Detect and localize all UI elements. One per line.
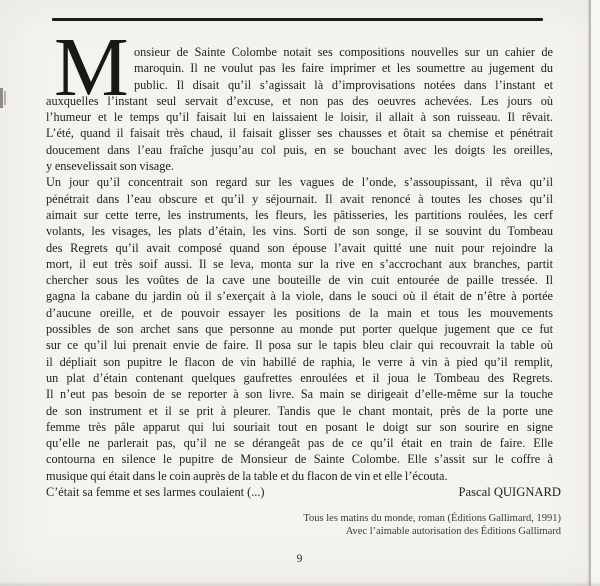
body-text-line: des Regrets qu’il avait composé quand son épouse l’avait quitté une nuit pour rejoindre la (46, 240, 553, 255)
body-text-line: possibles de son archet sans que personne au monde put porter quelque jugement que ce fut (46, 322, 553, 337)
body-text-line: L’été, quand il faisait très chaud, il faisait glisser ses chausses et ôtait sa chemise et pénétrait (46, 126, 553, 141)
body-text-line: volants, les visages, les plats d’étain, les vins. Sorti de son songe, il se souvint du Tombeau (46, 224, 553, 239)
scan-strip-right (591, 0, 600, 586)
body-text-line: l’humeur et le temps qu’il faisait lui en laissaient le loisir, il allait à son ruisseau. Il rêvait. (46, 110, 553, 125)
body-text-line: mort, il eut très soif aussi. Il se leva, monta sur la rive en s’accrochant aux branches, partit (46, 256, 553, 271)
body-text-line: maroquin. Il ne voulut pas les faire imprimer et les soumettre au jugement du (134, 61, 553, 76)
body-text-line: public. Il disait qu’il s’agissait là d’improvisations notées dans l’instant et (134, 77, 553, 92)
body-text-line: contourna en silence le pupitre de Monsieur de Sainte Colombe. Elle s’assit sur le coffre à (46, 452, 553, 467)
scan-edge-bottom (0, 581, 600, 586)
body-text-line: auxquelles l’instant seul servait d’excuse, et non pas des oeuvres achevées. Les jours où (46, 93, 553, 108)
closing-line: C’était sa femme et ses larmes coulaient (...) (46, 485, 265, 500)
closing-row (46, 484, 561, 500)
page-number: 9 (296, 553, 303, 566)
body-text-line: Il n’eut pas besoin de se reporter à son livre. Sa main se dirigeait d’elle-même sur la touche (46, 387, 553, 402)
credits-block (46, 512, 561, 538)
body-text-line: gagna la cabane du jardin où il s’exerçait à la viole, dans le souci où il était de n’être à portée (46, 289, 553, 304)
scan-artifact-left (0, 88, 3, 108)
scan-artifact-left (4, 91, 6, 105)
body-text-line: onsieur de Sainte Colombe notait ses compositions nouvelles sur un cahier de (134, 45, 553, 59)
permission-credit-line: Avec l’aimable autorisation des Éditions Gallimard (345, 526, 561, 538)
author-name: Pascal QUIGNARD (458, 485, 561, 500)
body-text-line: il dépliait son pupitre le flacon de vin habillé de raphia, le verre à vin à pied qu’il remplit, (46, 354, 553, 369)
drop-cap: M (54, 21, 128, 114)
body-text-line: pénétrait dans l’eau obscure et qu’il y séjournait. Il avait renoncé à toutes les choses qu’il (46, 191, 553, 206)
body-text-line: Un jour qu’il concentrait son regard sur les vagues de l’onde, s’assoupissant, il rêva qu’il (46, 175, 553, 190)
body-text-line: doucement dans l’eau fraîche jusqu’au col puis, en se bouchant avec les doigts les oreilles, (46, 142, 553, 157)
body-text-line: chercher sous les voûtes de la cave une bouteille de vin cuit entourée de paille tressée. Il (46, 273, 553, 288)
source-credit-line: Tous les matins du monde, roman (Éditions Gallimard, 1991) (303, 513, 561, 525)
body-text-line: femme très pâle apparut qui lui souriait tout en posant le doigt sur son sourire en signe (46, 419, 553, 434)
text-block (46, 21, 561, 566)
body-text-line: aimait sur cette terre, les instruments, les fleurs, les pâtisseries, les partitions roulées, les cerf (46, 207, 553, 222)
body-text-line: un plat d’étain contenant quelques gaufrettes enroulées et il joua le Tombeau des Regrets. (46, 370, 553, 385)
body-text-line: d’aucune oreille, et de pouvoir essayer les positions de la main et tous les mouvements (46, 305, 553, 320)
body-text-line: qu’elle ne parlerait pas, qu’il ne se dérangeât pas de ce qu’il était en train de faire. Elle (46, 436, 553, 451)
body-text-line: sur ce qu’il lui prenait envie de faire. Il posa sur le tapis bleu clair qui recouvrait la table où (46, 338, 553, 353)
body-text-line: musique qui était dans le coin auprès de la table et du flacon de vin et elle l’écouta. (46, 468, 448, 483)
body-text-line: y ensevelissait son visage. (46, 159, 174, 174)
body-text-line: de son instrument et il se prit à pleurer. Tandis que le chant montait, près de la porte une (46, 403, 553, 418)
